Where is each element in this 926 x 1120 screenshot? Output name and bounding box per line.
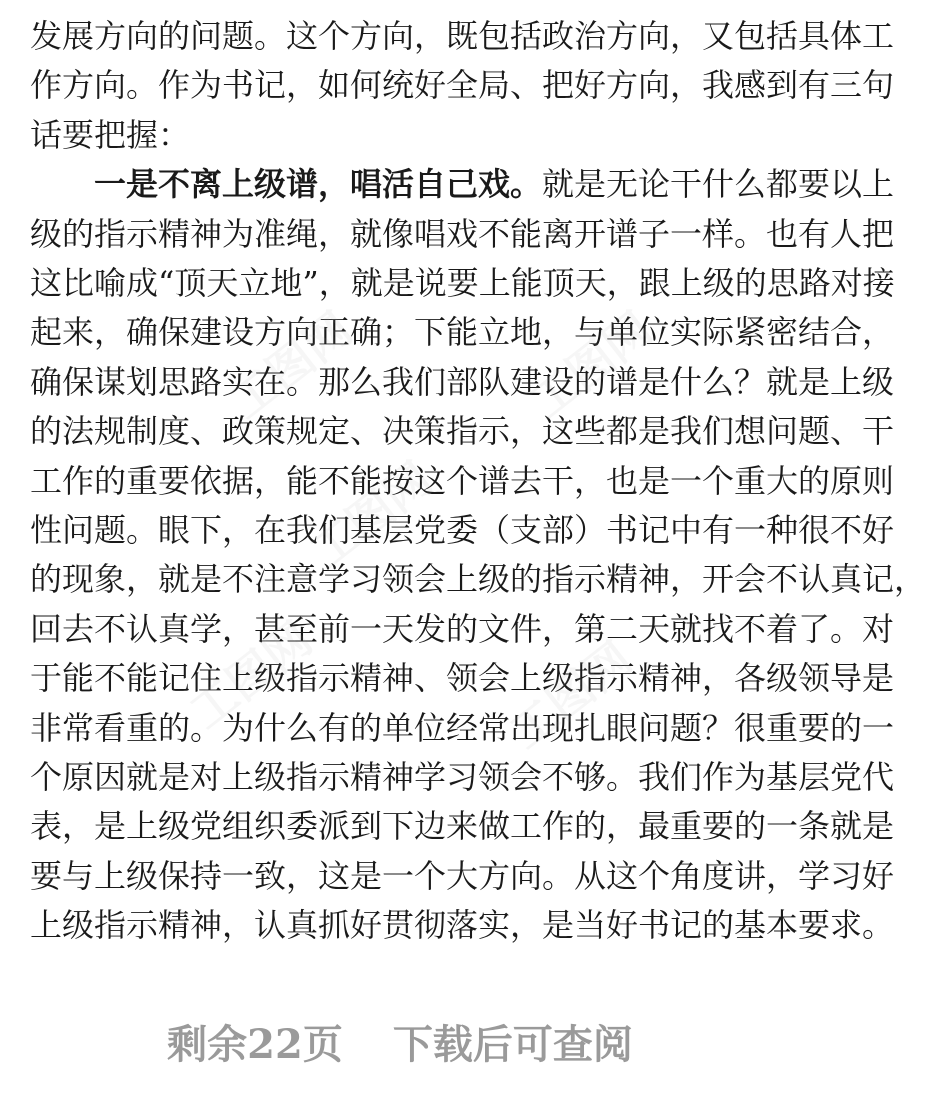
text-line-16: 个原因就是对上级指示精神学习领会不够。我们作为基层党代: [30, 758, 895, 796]
download-to-view-label: 下载后可查阅: [392, 1021, 633, 1068]
text-line-11: 性问题。眼下，在我们基层党委（支部）书记中有一种很不好: [30, 511, 895, 549]
text-line-10: 工作的重要依据，能不能按这个谱去干，也是一个重大的原则: [30, 462, 895, 500]
text-line-17: 表，是上级党组织委派到下边来做工作的，最重要的一条就是: [30, 807, 895, 845]
text-line-12: 的现象，就是不注意学习领会上级的指示精神，开会不认真记，: [30, 560, 926, 598]
download-banner[interactable]: [0, 1010, 800, 1080]
remaining-pages-label: 剩余22页: [167, 1021, 343, 1068]
watermark-2: 工图网: [519, 301, 662, 430]
paragraph-heading-rest: 就是无论干什么都要以上: [542, 165, 895, 203]
text-line-14: 于能不能记住上级指示精神、领会上级指示精神，各级领导是: [30, 659, 895, 697]
text-line-15: 非常看重的。为什么有的单位经常出现扎眼问题？很重要的一: [30, 709, 895, 747]
text-line-7: 起来，确保建设方向正确；下能立地，与单位实际紧密结合，: [30, 313, 895, 351]
watermark-4: 工图网: [179, 611, 322, 740]
text-line-5: 级的指示精神为准绳，就像唱戏不能离开谱子一样。也有人把: [30, 215, 895, 253]
paragraph-heading-bold: 一是不离上级谱，唱活自己戏。: [94, 165, 543, 203]
text-line-3: 话要把握：: [30, 116, 191, 154]
watermark-1: 工图网: [219, 301, 362, 430]
text-line-9: 的法规制度、政策规定、决策指示，这些都是我们想问题、干: [30, 412, 895, 450]
text-line-18: 要与上级保持一致，这是一个大方向。从这个角度讲，学习好: [30, 857, 895, 895]
text-line-1: 发展方向的问题。这个方向，既包括政治方向，又包括具体工: [30, 17, 895, 55]
watermark-3: 工图网: [299, 451, 442, 580]
watermark-5: 工图网: [499, 631, 642, 760]
text-line-6: 这比喻成“顶天立地”，就是说要上能顶天，跟上级的思路对接: [30, 264, 895, 302]
text-line-19: 上级指示精神，认真抓好贯彻落实，是当好书记的基本要求。: [30, 906, 895, 944]
text-line-8: 确保谋划思路实在。那么我们部队建设的谱是什么？就是上级: [30, 363, 895, 401]
text-line-13: 回去不认真学，甚至前一天发的文件，第二天就找不着了。对: [30, 610, 895, 648]
text-line-2: 作方向。作为书记，如何统好全局、把好方向，我感到有三句: [30, 66, 895, 104]
